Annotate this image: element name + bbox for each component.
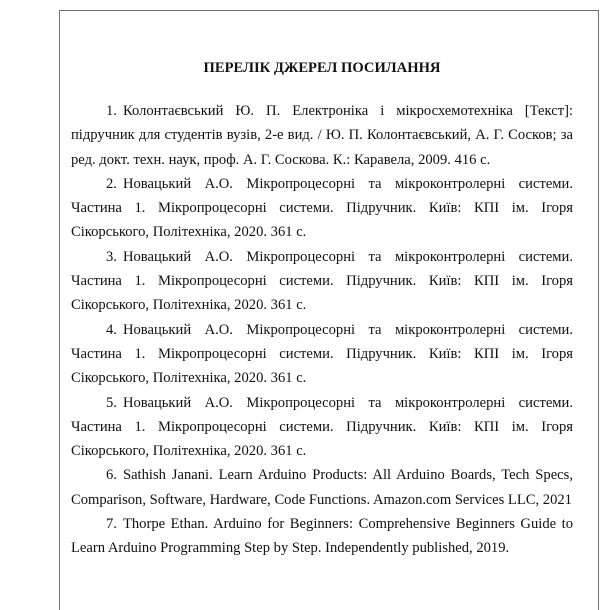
reference-number: 3. (106, 248, 117, 265)
reference-text: Новацький А.О. Мікропроцесорні та мікроконтролерні системи. Частина 1. Мікропроцесорні системи. Підручник. Київ: КПІ ім. Ігоря Сікорського, Політехніка, 2020. 361 с. (71, 394, 573, 460)
reference-item (71, 512, 573, 561)
reference-number: 4. (106, 321, 117, 338)
reference-text: Новацький А.О. Мікропроцесорні та мікроконтролерні системи. Частина 1. Мікропроцесорні системи. Підручник. Київ: КПІ ім. Ігоря Сікорського, Політехніка, 2020. 361 с. (71, 248, 573, 314)
reference-item (71, 99, 573, 172)
document-content (71, 58, 573, 561)
reference-number: 5. (106, 394, 117, 411)
reference-text: Новацький А.О. Мікропроцесорні та мікроконтролерні системи. Частина 1. Мікропроцесорні системи. Підручник. Київ: КПІ ім. Ігоря Сікорського, Політехніка, 2020. 361 с. (71, 321, 573, 387)
reference-item (71, 463, 573, 512)
reference-number: 6. (106, 467, 117, 484)
page-title: ПЕРЕЛІК ДЖЕРЕЛ ПОСИЛАННЯ (203, 60, 441, 76)
reference-number: 7. (106, 516, 117, 533)
document-page (59, 10, 599, 610)
reference-text: Новацький А.О. Мікропроцесорні та мікроконтролерні системи. Частина 1. Мікропроцесорні системи. Підручник. Київ: КПІ ім. Ігоря Сікорського, Політехніка, 2020. 361 с. (71, 175, 573, 241)
reference-text: Thorpe Ethan. Arduino for Beginners: Comprehensive Beginners Guide to Learn Arduino Programming Step by Step. Independently published, 2019. (71, 516, 573, 557)
reference-item (71, 172, 573, 245)
reference-item (71, 391, 573, 464)
reference-item (71, 245, 573, 318)
reference-text: Sathish Janani. Learn Arduino Products: All Arduino Boards, Tech Specs, Comparison, Software, Hardware, Code Functions. Amazon.com Services LLC, 2021 (71, 467, 573, 508)
reference-list (71, 99, 573, 561)
reference-item (71, 318, 573, 391)
reference-number: 2. (106, 175, 117, 192)
reference-text: Колонтаєвський Ю. П. Електроніка і мікросхемотехніка [Текст]: підручник для студентів вузів, 2-е вид. / Ю. П. Колонтаєвський, А. Г. Сосков; за ред. докт. техн. наук, проф. А. Г. Соскова. К.: Каравела, 2009. 416 с. (71, 103, 573, 168)
reference-number: 1. (106, 103, 117, 119)
